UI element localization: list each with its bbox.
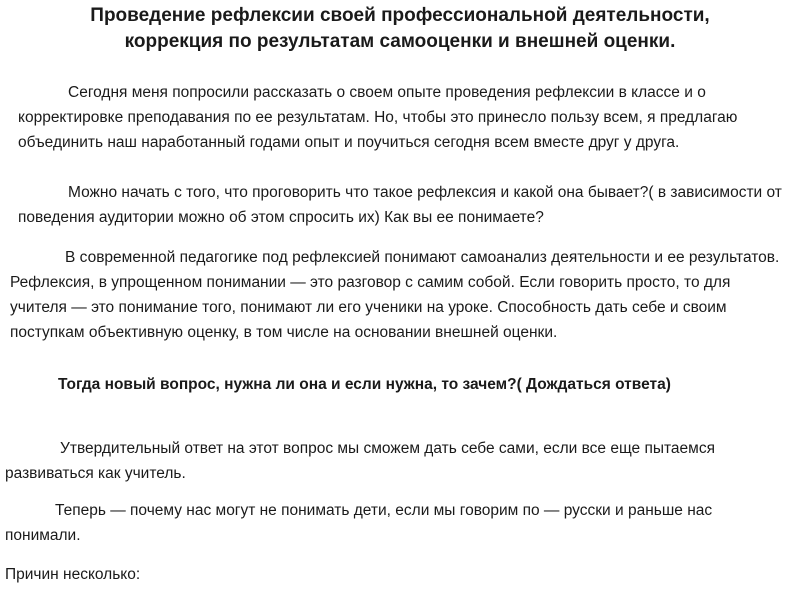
document-title-line-2: коррекция по результатам самооценки и внешней оценки. [124,31,676,52]
paragraph-why-misunderstood: Теперь — почему нас могут не понимать дети, если мы говорим по — русски и раньше нас понимали. [5,502,713,544]
paragraph-bold-question: Тогда новый вопрос, нужна ли она и если нужна, то зачем?( Дождаться ответа) [58,376,671,393]
paragraph-intro: Сегодня меня попросили рассказать о своем опыте проведения рефлексии в классе и о корректировке преподавания по ее результатам. Но, чтобы это принесло пользу всем, я предлагаю объединить наш наработанный годами опыт и поучиться сегодня всем вместе друг у друга. [18,84,738,151]
paragraph-affirmative-answer: Утвердительный ответ на этот вопрос мы сможем дать себе сами, если все еще пытаемся развиваться как учитель. [5,440,715,482]
paragraph-definition-question: Можно начать с того, что проговорить что такое рефлексия и какой она бывает?( в зависимости от поведения аудитории можно об этом спросить их) Как вы ее понимаете? [18,184,782,226]
paragraph-reasons: Причин несколько: [5,566,141,583]
document-title-line-1: Проведение рефлексии своей профессиональной деятельности, [90,5,710,26]
paragraph-modern-pedagogy: В современной педагогике под рефлексией понимают самоанализ деятельности и ее результатов. Рефлексия, в упрощенном понимании — это разговор с самим собой. Если говорить просто, то для учителя — это понимание того, понимают ли его ученики на уроке. Способность дать себе и своим поступкам объективную оценку, в том числе на основании внешней оценки. [10,249,780,341]
